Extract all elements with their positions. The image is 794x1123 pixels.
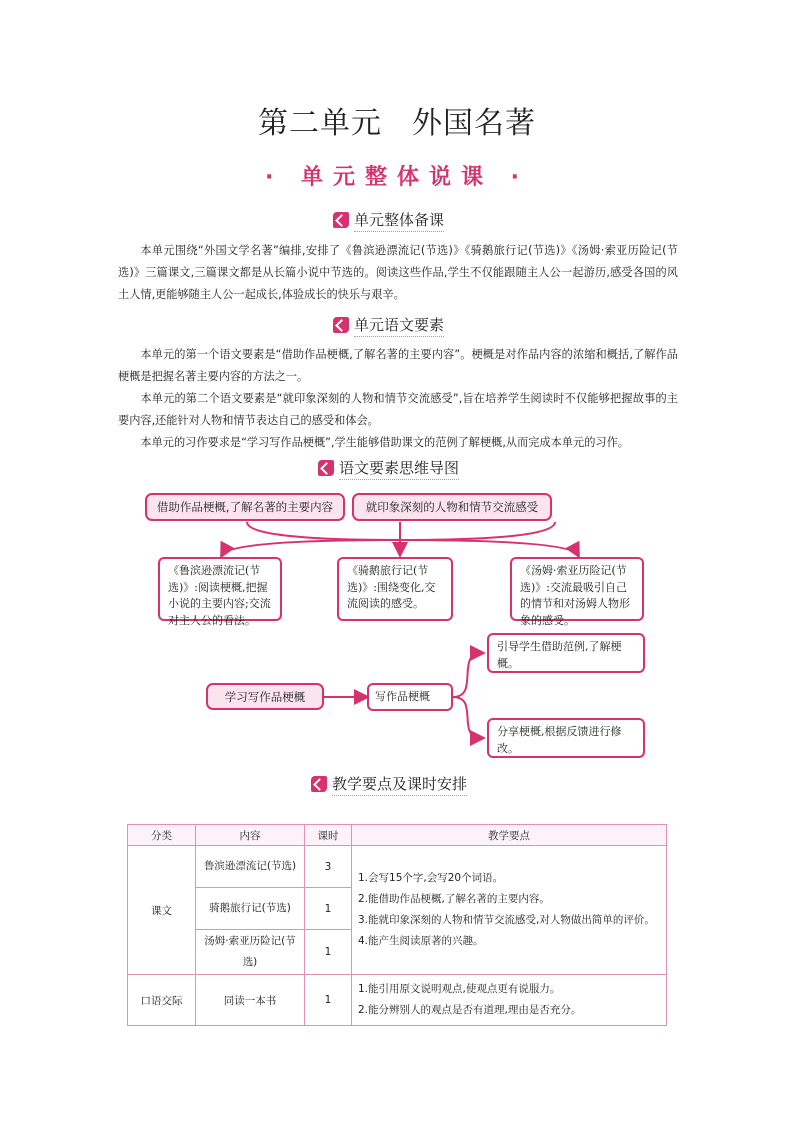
section-arrow-icon — [311, 776, 327, 792]
teaching-point: 1.能引用原文说明观点,使观点更有说服力。 — [358, 983, 561, 995]
section-title: 语文要素思维导图 — [339, 457, 459, 480]
teaching-point: 2.能借助作品梗概,了解名著的主要内容。 — [358, 893, 550, 905]
section-heading-4 — [311, 772, 467, 796]
page-subtitle: · 单元整体说课 · — [264, 165, 530, 190]
table-row — [128, 975, 667, 1026]
mindmap-box-tom: 《汤姆·索亚历险记(节选)》:交流最吸引自己的情节和对汤姆人物形象的感受。 — [510, 557, 644, 621]
title-theme: 外国名著 — [412, 106, 536, 141]
header-content: 内容 — [196, 825, 305, 846]
element-paragraph: 本单元的第二个语文要素是“就印象深刻的人物和情节交流感受”,旨在培养学生阅读时不仅能够把握故事的主要内容,还能针对人物和情节表达自己的感受和体会。 — [118, 392, 678, 427]
lesson-hours: 1 — [305, 888, 352, 930]
mindmap-box-goose: 《骑鹅旅行记(节选)》:围绕变化,交流阅读的感受。 — [337, 557, 453, 621]
teaching-point: 2.能分辨别人的观点是否有道理,理由是否充分。 — [358, 1004, 582, 1016]
table-row — [128, 846, 667, 888]
category-cell: 课文 — [128, 846, 196, 975]
teaching-point: 1.会写15个字,会写20个词语。 — [358, 872, 504, 884]
header-hours: 课时 — [305, 825, 352, 846]
writing-summary-node: 写作品梗概 — [367, 683, 453, 711]
writing-node: 学习写作品梗概 — [206, 683, 324, 710]
writing-step-share: 分享梗概,根据反馈进行修改。 — [487, 718, 645, 758]
title-unit: 第二单元 — [258, 106, 382, 141]
category-cell: 口语交际 — [128, 975, 196, 1026]
lesson-hours: 1 — [305, 930, 352, 975]
lesson-name: 骑鹅旅行记(节选) — [196, 888, 305, 930]
teaching-points-cell — [352, 846, 667, 975]
section-title: 单元整体备课 — [354, 209, 444, 232]
lesson-name: 同读一本书 — [196, 975, 305, 1026]
goal-node-discussion: 就印象深刻的人物和情节交流感受 — [352, 493, 552, 521]
header-category: 分类 — [128, 825, 196, 846]
lesson-hours: 3 — [305, 846, 352, 888]
intro-text: 本单元围绕“外国文学名著”编排,安排了《鲁滨逊漂流记(节选)》《骑鹅旅行记(节选)》《汤姆·索亚历险记(节选)》三篇课文,三篇课文都是从长篇小说中节选的。阅读这些作品,学生不仅能跟随主人公一起游历,感受各国的风土人情,更能够随主人公一起成长,体验成长的快乐与艰辛。 — [118, 244, 678, 301]
goal-node-summary: 借助作品梗概,了解名著的主要内容 — [145, 493, 345, 521]
section-title: 单元语文要素 — [354, 314, 444, 337]
writing-step-guide: 引导学生借助范例,了解梗概。 — [487, 633, 645, 673]
teaching-points-cell — [352, 975, 667, 1026]
mindmap-box-robinson: 《鲁滨逊漂流记(节选)》:阅读梗概,把握小说的主要内容;交流对主人公的看法。 — [158, 557, 282, 621]
teaching-point: 3.能就印象深刻的人物和情节交流感受,对人物做出简单的评价。 — [358, 914, 655, 926]
header-points: 教学要点 — [352, 825, 667, 846]
lesson-plan-table — [127, 824, 667, 1026]
lesson-hours: 1 — [305, 975, 352, 1026]
table-header-row — [128, 825, 667, 846]
section-title: 教学要点及课时安排 — [332, 773, 467, 796]
element-paragraph: 本单元的第一个语文要素是“借助作品梗概,了解名著的主要内容”。梗概是对作品内容的浓缩和概括,了解作品梗概是把握名著主要内容的方法之一。 — [118, 348, 678, 383]
lesson-name: 鲁滨逊漂流记(节选) — [196, 846, 305, 888]
teaching-point: 4.能产生阅读原著的兴趣。 — [358, 935, 484, 947]
lesson-name: 汤姆·索亚历险记(节选) — [196, 930, 305, 975]
element-paragraph: 本单元的习作要求是“学习写作品梗概”,学生能够借助课文的范例了解梗概,从而完成本单元的习作。 — [140, 436, 629, 449]
